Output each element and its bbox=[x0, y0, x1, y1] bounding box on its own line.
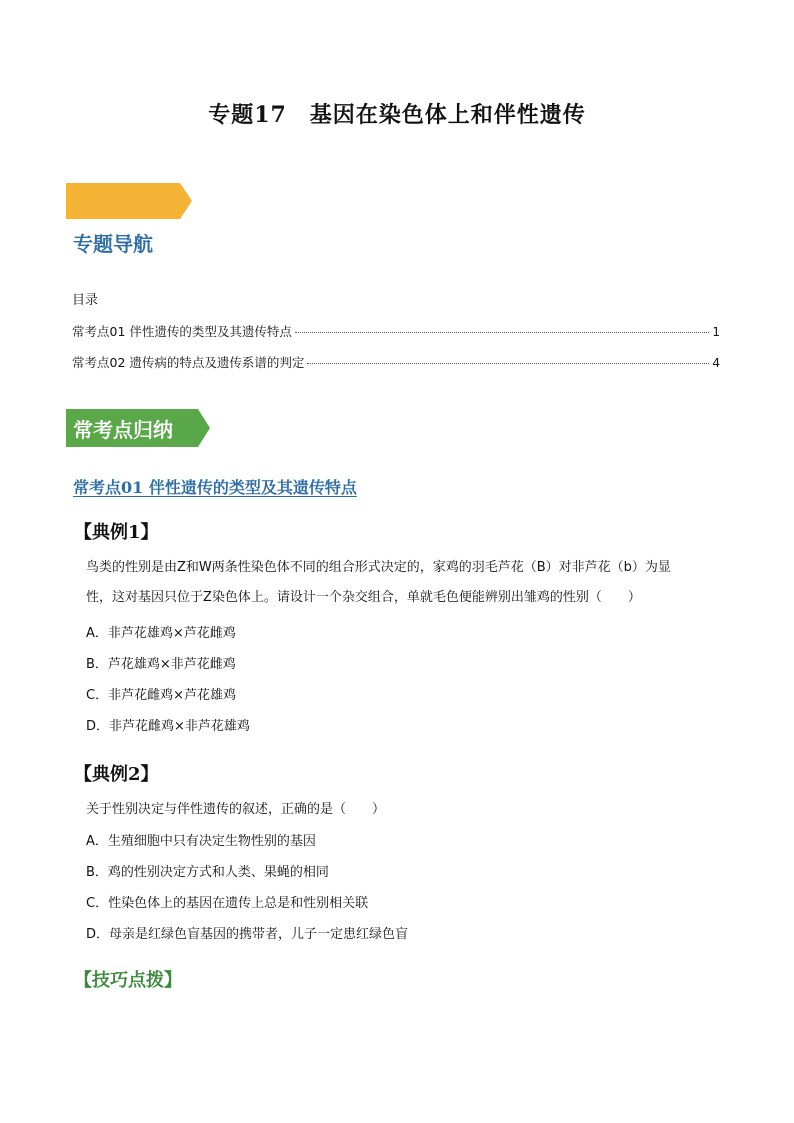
example-1-stem-line: 鸟类的性别是由Z和W两条性染色体不同的组合形式决定的，家鸡的羽毛芦花（B）对非芦花（b）为显 bbox=[86, 560, 671, 575]
toc-leader bbox=[307, 363, 709, 364]
document-title: 专题17 基因在染色体上和伴性遗传 bbox=[208, 102, 586, 128]
tip-heading: 【技巧点拨】 bbox=[74, 970, 182, 991]
example-2-option-d: D．母亲是红绿色盲基因的携带者，儿子一定患红绿色盲 bbox=[86, 927, 409, 942]
example-1-option-d: D．非芦花雌鸡×非芦花雄鸡 bbox=[86, 719, 250, 734]
example-2-option-b: B．鸡的性别决定方式和人类、果蝇的相同 bbox=[86, 865, 329, 880]
example-1-option-c: C．非芦花雌鸡×芦花雄鸡 bbox=[86, 688, 236, 703]
toc-page-number: 4 bbox=[712, 356, 720, 370]
toc-label: 目录 bbox=[72, 293, 99, 308]
example-2-label: 【典例2】 bbox=[74, 764, 159, 785]
example-2-option-a: A．生殖细胞中只有决定生物性别的基因 bbox=[86, 834, 316, 849]
example-1-stem-line: 性，这对基因只位于Z染色体上。请设计一个杂交组合，单就毛色便能辨别出雏鸡的性别（ ） bbox=[86, 590, 641, 605]
example-1-label: 【典例1】 bbox=[74, 522, 159, 543]
section-heading: 常考点01 伴性遗传的类型及其遗传特点 bbox=[73, 478, 357, 497]
example-1-option-b: B．芦花雄鸡×非芦花雌鸡 bbox=[86, 657, 236, 672]
toc-item[interactable] bbox=[72, 353, 720, 371]
example-1-option-a: A．非芦花雄鸡×芦花雌鸡 bbox=[86, 626, 236, 641]
nav-heading: 专题导航 bbox=[73, 232, 153, 256]
summary-banner-text: 常考点归纳 bbox=[73, 418, 173, 442]
example-2-stem: 关于性别决定与伴性遗传的叙述，正确的是（ ） bbox=[86, 802, 386, 817]
toc-item-text: 常考点02 遗传病的特点及遗传系谱的判定 bbox=[72, 355, 305, 370]
toc-page-number: 1 bbox=[712, 325, 720, 339]
toc-leader bbox=[295, 332, 709, 333]
nav-banner-shape bbox=[66, 183, 192, 219]
toc-item[interactable] bbox=[72, 322, 720, 340]
example-2-option-c: C．性染色体上的基因在遗传上总是和性别相关联 bbox=[86, 896, 369, 911]
toc-item-text: 常考点01 伴性遗传的类型及其遗传特点 bbox=[72, 324, 292, 339]
